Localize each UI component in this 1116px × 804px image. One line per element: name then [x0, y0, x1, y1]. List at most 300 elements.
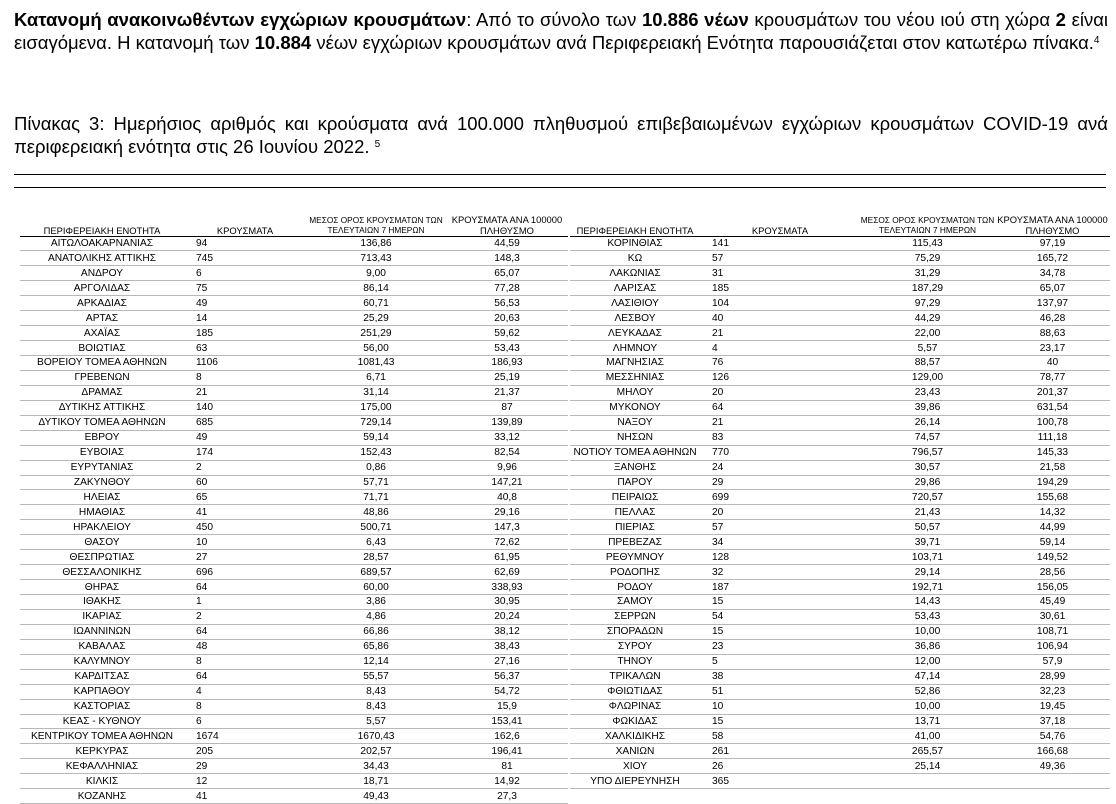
- table-row: [20, 326, 568, 341]
- cases-cell: 57: [700, 251, 860, 266]
- per100k-cell: 21,37: [446, 385, 568, 400]
- cases-cell: 104: [700, 296, 860, 311]
- region-cell: ΑΙΤΩΛΟΑΚΑΡΝΑΝΙΑΣ: [20, 236, 184, 251]
- table-row: [570, 654, 1110, 669]
- right-header-avg: ΜΕΣΟΣ ΟΡΟΣ ΚΡΟΥΣΜΑΤΩΝ ΤΩΝ ΤΕΛΕΥΤΑΙΩΝ 7 ΗΜΕΡΩΝ: [860, 212, 995, 236]
- table-row: [20, 251, 568, 266]
- region-cell: ΜΑΓΝΗΣΙΑΣ: [570, 356, 700, 371]
- table-row: [20, 370, 568, 385]
- per100k-cell: 156,05: [995, 580, 1110, 595]
- avg-7day-cell: 14,43: [860, 595, 995, 610]
- region-cell: ΚΑΣΤΟΡΙΑΣ: [20, 699, 184, 714]
- region-cell: ΡΟΔΟΠΗΣ: [570, 565, 700, 580]
- cases-cell: 49: [184, 430, 306, 445]
- avg-7day-cell: 0,86: [306, 460, 446, 475]
- avg-7day-cell: 41,00: [860, 729, 995, 744]
- region-cell: ΚΟΡΙΝΘΙΑΣ: [570, 236, 700, 251]
- avg-7day-cell: 49,43: [306, 789, 446, 804]
- avg-7day-cell: 29,86: [860, 475, 995, 490]
- per100k-cell: 44,99: [995, 520, 1110, 535]
- avg-7day-cell: 251,29: [306, 326, 446, 341]
- region-cell: ΑΡΤΑΣ: [20, 311, 184, 326]
- avg-7day-cell: 1081,43: [306, 356, 446, 371]
- per100k-cell: 153,41: [446, 714, 568, 729]
- cases-cell: 20: [700, 385, 860, 400]
- per100k-cell: 97,19: [995, 236, 1110, 251]
- per100k-cell: 34,78: [995, 266, 1110, 281]
- cases-cell: 6: [184, 714, 306, 729]
- left-header-cases: ΚΡΟΥΣΜΑΤΑ: [184, 212, 306, 236]
- table-row: [20, 430, 568, 445]
- right-table-body: [570, 236, 1110, 789]
- per100k-cell: 30,95: [446, 595, 568, 610]
- region-cell: ΜΕΣΣΗΝΙΑΣ: [570, 370, 700, 385]
- cases-cell: 187: [700, 580, 860, 595]
- per100k-cell: 54,72: [446, 684, 568, 699]
- cases-cell: 15: [700, 714, 860, 729]
- region-cell: ΧΙΟΥ: [570, 759, 700, 774]
- right-header-row: [570, 212, 1110, 236]
- per100k-cell: 62,69: [446, 565, 568, 580]
- cases-cell: 140: [184, 400, 306, 415]
- table-row: [20, 639, 568, 654]
- intro-text-2: κρουσμάτων του νέου ιού στη χώρα: [748, 9, 1056, 30]
- per100k-cell: 29,16: [446, 505, 568, 520]
- per100k-cell: 162,6: [446, 729, 568, 744]
- per100k-cell: 27,3: [446, 789, 568, 804]
- table-row: [570, 490, 1110, 505]
- cases-cell: 32: [700, 565, 860, 580]
- cases-cell: 51: [700, 684, 860, 699]
- intro-imported: 2: [1055, 9, 1066, 30]
- cases-cell: 15: [700, 624, 860, 639]
- per100k-cell: 19,45: [995, 699, 1110, 714]
- region-cell: ΚΩ: [570, 251, 700, 266]
- avg-7day-cell: 22,00: [860, 326, 995, 341]
- table-row: [570, 595, 1110, 610]
- per100k-cell: [995, 774, 1110, 789]
- table-row: [20, 654, 568, 669]
- per100k-cell: 166,68: [995, 744, 1110, 759]
- cases-cell: 4: [184, 684, 306, 699]
- region-cell: ΛΑΣΙΘΙΟΥ: [570, 296, 700, 311]
- cases-cell: 38: [700, 669, 860, 684]
- per100k-cell: 32,23: [995, 684, 1110, 699]
- avg-7day-cell: 187,29: [860, 281, 995, 296]
- avg-7day-cell: 71,71: [306, 490, 446, 505]
- cases-cell: 58: [700, 729, 860, 744]
- avg-7day-cell: 12,00: [860, 654, 995, 669]
- region-cell: ΔΡΑΜΑΣ: [20, 385, 184, 400]
- per100k-cell: 137,97: [995, 296, 1110, 311]
- table-row: [570, 624, 1110, 639]
- table-row: [20, 415, 568, 430]
- region-cell: ΣΠΟΡΑΔΩΝ: [570, 624, 700, 639]
- table-row: [570, 445, 1110, 460]
- per100k-cell: 56,53: [446, 296, 568, 311]
- avg-7day-cell: 3,86: [306, 595, 446, 610]
- region-cell: ΤΡΙΚΑΛΩΝ: [570, 669, 700, 684]
- cases-cell: 48: [184, 639, 306, 654]
- region-cell: ΕΒΡΟΥ: [20, 430, 184, 445]
- region-cell: ΖΑΚΥΝΘΟΥ: [20, 475, 184, 490]
- cases-cell: 20: [700, 505, 860, 520]
- table-row: [570, 326, 1110, 341]
- avg-7day-cell: 75,29: [860, 251, 995, 266]
- cases-cell: 141: [700, 236, 860, 251]
- avg-7day-cell: 796,57: [860, 445, 995, 460]
- region-cell: ΕΥΒΟΙΑΣ: [20, 445, 184, 460]
- cases-cell: 450: [184, 520, 306, 535]
- avg-7day-cell: 60,71: [306, 296, 446, 311]
- per100k-cell: 40,8: [446, 490, 568, 505]
- cases-cell: 10: [184, 535, 306, 550]
- cases-cell: 83: [700, 430, 860, 445]
- cases-cell: 185: [184, 326, 306, 341]
- per100k-cell: 9,96: [446, 460, 568, 475]
- region-cell: ΛΕΥΚΑΔΑΣ: [570, 326, 700, 341]
- cases-cell: 8: [184, 370, 306, 385]
- cases-cell: 696: [184, 565, 306, 580]
- table-row: [20, 699, 568, 714]
- region-cell: ΓΡΕΒΕΝΩΝ: [20, 370, 184, 385]
- per100k-cell: 65,07: [446, 266, 568, 281]
- per100k-cell: 108,71: [995, 624, 1110, 639]
- table-row: [570, 460, 1110, 475]
- avg-7day-cell: 5,57: [860, 341, 995, 356]
- cases-cell: 94: [184, 236, 306, 251]
- region-cell: ΤΗΝΟΥ: [570, 654, 700, 669]
- per100k-cell: 72,62: [446, 535, 568, 550]
- avg-7day-cell: 720,57: [860, 490, 995, 505]
- cases-cell: 60: [184, 475, 306, 490]
- region-cell: ΘΕΣΠΡΩΤΙΑΣ: [20, 550, 184, 565]
- cases-cell: 41: [184, 505, 306, 520]
- avg-7day-cell: 39,71: [860, 535, 995, 550]
- cases-cell: 29: [184, 759, 306, 774]
- region-cell: ΛΕΣΒΟΥ: [570, 311, 700, 326]
- per100k-cell: 15,9: [446, 699, 568, 714]
- intro-text-3: είναι εισαγόμενα. Η κατανομή των: [14, 9, 1109, 53]
- per100k-cell: 53,43: [446, 341, 568, 356]
- intro-paragraph: [14, 8, 1108, 54]
- avg-7day-cell: 713,43: [306, 251, 446, 266]
- avg-7day-cell: 729,14: [306, 415, 446, 430]
- region-cell: ΒΟΡΕΙΟΥ ΤΟΜΕΑ ΑΘΗΝΩΝ: [20, 356, 184, 371]
- table-row: [20, 520, 568, 535]
- per100k-cell: 186,93: [446, 356, 568, 371]
- region-cell: ΑΡΚΑΔΙΑΣ: [20, 296, 184, 311]
- region-cell: ΥΠΟ ΔΙΕΡΕΥΝΗΣΗ: [570, 774, 700, 789]
- avg-7day-cell: 21,43: [860, 505, 995, 520]
- region-cell: ΚΕΦΑΛΛΗΝΙΑΣ: [20, 759, 184, 774]
- cases-cell: 261: [700, 744, 860, 759]
- avg-7day-cell: 136,86: [306, 236, 446, 251]
- region-cell: ΑΧΑΪΑΣ: [20, 326, 184, 341]
- region-cell: ΚΕΑΣ - ΚΥΘΝΟΥ: [20, 714, 184, 729]
- cases-cell: 2: [184, 460, 306, 475]
- table-row: [570, 266, 1110, 281]
- table-row: [20, 460, 568, 475]
- cases-cell: 64: [184, 580, 306, 595]
- avg-7day-cell: 50,57: [860, 520, 995, 535]
- avg-7day-cell: 10,00: [860, 699, 995, 714]
- table-row: [20, 774, 568, 789]
- avg-7day-cell: 86,14: [306, 281, 446, 296]
- cases-cell: 12: [184, 774, 306, 789]
- avg-7day-cell: 57,71: [306, 475, 446, 490]
- per100k-cell: 14,32: [995, 505, 1110, 520]
- table-row: [20, 356, 568, 371]
- region-cell: ΛΑΚΩΝΙΑΣ: [570, 266, 700, 281]
- per100k-cell: 88,63: [995, 326, 1110, 341]
- left-header-row: [20, 212, 568, 236]
- table-row: [570, 520, 1110, 535]
- avg-7day-cell: 103,71: [860, 550, 995, 565]
- cases-cell: 205: [184, 744, 306, 759]
- per100k-cell: 145,33: [995, 445, 1110, 460]
- region-cell: ΑΝΔΡΟΥ: [20, 266, 184, 281]
- region-cell: ΔΥΤΙΚΟΥ ΤΟΜΕΑ ΑΘΗΝΩΝ: [20, 415, 184, 430]
- region-cell: ΞΑΝΘΗΣ: [570, 460, 700, 475]
- region-cell: ΦΘΙΩΤΙΔΑΣ: [570, 684, 700, 699]
- avg-7day-cell: 202,57: [306, 744, 446, 759]
- per100k-cell: 78,77: [995, 370, 1110, 385]
- per100k-cell: 61,95: [446, 550, 568, 565]
- table-row: [20, 236, 568, 251]
- region-cell: ΙΘΑΚΗΣ: [20, 595, 184, 610]
- left-table-body: [20, 236, 568, 804]
- region-cell: ΠΑΡΟΥ: [570, 475, 700, 490]
- table-row: [20, 505, 568, 520]
- table-row: [20, 385, 568, 400]
- caption-footnote: 5: [374, 139, 381, 150]
- region-cell: ΠΡΕΒΕΖΑΣ: [570, 535, 700, 550]
- region-cell: ΛΗΜΝΟΥ: [570, 341, 700, 356]
- table-caption-text: Πίνακας 3: Ημερήσιος αριθμός και κρούσματα ανά 100.000 πληθυσμού επιβεβαιωμένων εγχώριων κρουσμάτων COVID-19 ανά περιφερειακή ενότητα στις 26 Ιουνίου 2022.: [14, 113, 1108, 157]
- table-row: [570, 714, 1110, 729]
- cases-cell: 57: [700, 520, 860, 535]
- per100k-cell: 100,78: [995, 415, 1110, 430]
- avg-7day-cell: 47,14: [860, 669, 995, 684]
- right-header-region: ΠΕΡΙΦΕΡΕΙΑΚΗ ΕΝΟΤΗΤΑ: [570, 212, 700, 236]
- avg-7day-cell: 66,86: [306, 624, 446, 639]
- avg-7day-cell: 23,43: [860, 385, 995, 400]
- region-cell: ΠΕΛΛΑΣ: [570, 505, 700, 520]
- cases-cell: 185: [700, 281, 860, 296]
- cases-cell: 126: [700, 370, 860, 385]
- region-cell: ΡΟΔΟΥ: [570, 580, 700, 595]
- table-row: [20, 311, 568, 326]
- cases-cell: 1106: [184, 356, 306, 371]
- cases-cell: 1: [184, 595, 306, 610]
- table-row: [570, 415, 1110, 430]
- per100k-cell: 28,99: [995, 669, 1110, 684]
- table-row: [570, 356, 1110, 371]
- avg-7day-cell: 152,43: [306, 445, 446, 460]
- cases-cell: 64: [184, 624, 306, 639]
- cases-cell: 29: [700, 475, 860, 490]
- table-row: [570, 311, 1110, 326]
- table-row: [570, 580, 1110, 595]
- table-row: [20, 400, 568, 415]
- per100k-cell: 30,61: [995, 609, 1110, 624]
- right-data-table: [570, 212, 1110, 789]
- avg-7day-cell: 34,43: [306, 759, 446, 774]
- per100k-cell: 196,41: [446, 744, 568, 759]
- region-cell: ΕΥΡΥΤΑΝΙΑΣ: [20, 460, 184, 475]
- avg-7day-cell: 5,57: [306, 714, 446, 729]
- left-header-region: ΠΕΡΙΦΕΡΕΙΑΚΗ ΕΝΟΤΗΤΑ: [20, 212, 184, 236]
- per100k-cell: 28,56: [995, 565, 1110, 580]
- avg-7day-cell: 30,57: [860, 460, 995, 475]
- avg-7day-cell: 6,43: [306, 535, 446, 550]
- region-cell: ΡΕΘΥΜΝΟΥ: [570, 550, 700, 565]
- per100k-cell: 45,49: [995, 595, 1110, 610]
- table-row: [20, 714, 568, 729]
- region-cell: ΗΡΑΚΛΕΙΟΥ: [20, 520, 184, 535]
- table-row: [20, 535, 568, 550]
- avg-7day-cell: 88,57: [860, 356, 995, 371]
- table-row: [570, 669, 1110, 684]
- avg-7day-cell: 65,86: [306, 639, 446, 654]
- cases-cell: 40: [700, 311, 860, 326]
- region-cell: ΚΑΡΠΑΘΟΥ: [20, 684, 184, 699]
- table-row: [570, 565, 1110, 580]
- per100k-cell: 631,54: [995, 400, 1110, 415]
- region-cell: ΛΑΡΙΣΑΣ: [570, 281, 700, 296]
- region-cell: ΠΕΙΡΑΙΩΣ: [570, 490, 700, 505]
- intro-new-cases: 10.886 νέων: [641, 9, 749, 30]
- cases-cell: 64: [184, 669, 306, 684]
- table-row: [570, 505, 1110, 520]
- avg-7day-cell: 31,14: [306, 385, 446, 400]
- region-cell: ΦΛΩΡΙΝΑΣ: [570, 699, 700, 714]
- per100k-cell: 21,58: [995, 460, 1110, 475]
- cases-cell: 41: [184, 789, 306, 804]
- avg-7day-cell: 48,86: [306, 505, 446, 520]
- table-row: [570, 639, 1110, 654]
- per100k-cell: 77,28: [446, 281, 568, 296]
- table-row: [20, 296, 568, 311]
- avg-7day-cell: 74,57: [860, 430, 995, 445]
- region-cell: ΜΥΚΟΝΟΥ: [570, 400, 700, 415]
- table-row: [20, 445, 568, 460]
- region-cell: ΣΥΡΟΥ: [570, 639, 700, 654]
- table-row: [20, 789, 568, 804]
- avg-7day-cell: 53,43: [860, 609, 995, 624]
- cases-cell: 54: [700, 609, 860, 624]
- per100k-cell: 82,54: [446, 445, 568, 460]
- per100k-cell: 87: [446, 400, 568, 415]
- region-cell: ΘΑΣΟΥ: [20, 535, 184, 550]
- per100k-cell: 27,16: [446, 654, 568, 669]
- per100k-cell: 65,07: [995, 281, 1110, 296]
- avg-7day-cell: 25,29: [306, 311, 446, 326]
- cases-cell: 26: [700, 759, 860, 774]
- intro-domestic: 10.884: [254, 32, 312, 53]
- cases-cell: 21: [184, 385, 306, 400]
- region-cell: ΚΕΝΤΡΙΚΟΥ ΤΟΜΕΑ ΑΘΗΝΩΝ: [20, 729, 184, 744]
- avg-7day-cell: 97,29: [860, 296, 995, 311]
- avg-7day-cell: 192,71: [860, 580, 995, 595]
- right-header-per100k: ΚΡΟΥΣΜΑΤΑ ΑΝΑ 100000 ΠΛΗΘΥΣΜΟ: [995, 212, 1110, 236]
- per100k-cell: 148,3: [446, 251, 568, 266]
- per100k-cell: 23,17: [995, 341, 1110, 356]
- table-row: [20, 475, 568, 490]
- cases-cell: 49: [184, 296, 306, 311]
- region-cell: ΚΟΖΑΝΗΣ: [20, 789, 184, 804]
- table-row: [20, 341, 568, 356]
- region-cell: ΘΗΡΑΣ: [20, 580, 184, 595]
- avg-7day-cell: 44,29: [860, 311, 995, 326]
- region-cell: ΧΑΝΙΩΝ: [570, 744, 700, 759]
- cases-cell: 8: [184, 654, 306, 669]
- cases-cell: 174: [184, 445, 306, 460]
- per100k-cell: 155,68: [995, 490, 1110, 505]
- avg-7day-cell: 689,57: [306, 565, 446, 580]
- avg-7day-cell: 36,86: [860, 639, 995, 654]
- table-row: [570, 236, 1110, 251]
- per100k-cell: 44,59: [446, 236, 568, 251]
- region-cell: ΚΙΛΚΙΣ: [20, 774, 184, 789]
- table-row: [570, 475, 1110, 490]
- top-rule: [14, 174, 1106, 175]
- table-row: [20, 744, 568, 759]
- table-row: [20, 281, 568, 296]
- cases-cell: 128: [700, 550, 860, 565]
- per100k-cell: 147,21: [446, 475, 568, 490]
- cases-cell: 21: [700, 326, 860, 341]
- region-cell: ΗΛΕΙΑΣ: [20, 490, 184, 505]
- table-row: [570, 251, 1110, 266]
- region-cell: ΘΕΣΣΑΛΟΝΙΚΗΣ: [20, 565, 184, 580]
- per100k-cell: 338,93: [446, 580, 568, 595]
- per100k-cell: 149,52: [995, 550, 1110, 565]
- table-row: [20, 669, 568, 684]
- region-cell: ΠΙΕΡΙΑΣ: [570, 520, 700, 535]
- table-row: [20, 729, 568, 744]
- cases-cell: 2: [184, 609, 306, 624]
- avg-7day-cell: 56,00: [306, 341, 446, 356]
- region-cell: ΣΕΡΡΩΝ: [570, 609, 700, 624]
- region-cell: ΚΑΒΑΛΑΣ: [20, 639, 184, 654]
- per100k-cell: 33,12: [446, 430, 568, 445]
- avg-7day-cell: 6,71: [306, 370, 446, 385]
- table-row: [570, 296, 1110, 311]
- per100k-cell: 165,72: [995, 251, 1110, 266]
- avg-7day-cell: 25,14: [860, 759, 995, 774]
- second-rule: [14, 187, 1106, 188]
- avg-7day-cell: 31,29: [860, 266, 995, 281]
- avg-7day-cell: 18,71: [306, 774, 446, 789]
- per100k-cell: 59,62: [446, 326, 568, 341]
- per100k-cell: 46,28: [995, 311, 1110, 326]
- region-cell: ΦΩΚΙΔΑΣ: [570, 714, 700, 729]
- table-row: [20, 595, 568, 610]
- region-cell: ΚΑΛΥΜΝΟΥ: [20, 654, 184, 669]
- per100k-cell: 106,94: [995, 639, 1110, 654]
- region-cell: ΒΟΙΩΤΙΑΣ: [20, 341, 184, 356]
- intro-bold-label: Κατανομή ανακοινωθέντων εγχώριων κρουσμάτων: [14, 9, 467, 30]
- avg-7day-cell: 13,71: [860, 714, 995, 729]
- table-row: [20, 759, 568, 774]
- per100k-cell: 38,12: [446, 624, 568, 639]
- avg-7day-cell: 1670,43: [306, 729, 446, 744]
- per100k-cell: 194,29: [995, 475, 1110, 490]
- cases-cell: 64: [700, 400, 860, 415]
- region-cell: ΝΑΞΟΥ: [570, 415, 700, 430]
